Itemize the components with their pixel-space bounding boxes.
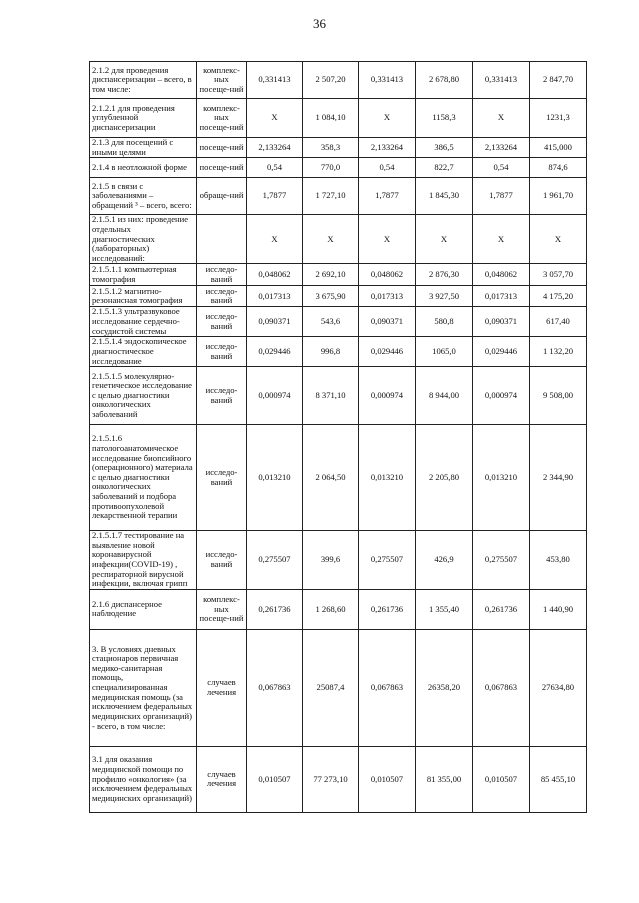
table-row [90,178,587,215]
value-cell: 0,048062 [473,264,530,286]
value-cell: 543,6 [303,307,359,337]
unit-cell: посеще-ний [197,158,247,178]
value-cell: 2 847,70 [530,62,587,99]
unit-cell: комплекс-ных посеще-ний [197,62,247,99]
value-cell: 0,275507 [359,531,416,590]
table-row [90,215,587,264]
value-cell: 386,5 [416,138,473,158]
value-cell: 0,048062 [359,264,416,286]
row-name-cell: 2.1.4 в неотложной форме [90,158,197,178]
row-name-cell: 2.1.3 для посещений с иными целями [90,138,197,158]
value-cell: 996,8 [303,337,359,367]
value-cell: 2 678,80 [416,62,473,99]
value-cell: 770,0 [303,158,359,178]
value-cell: 25087,4 [303,629,359,746]
value-cell: 874,6 [530,158,587,178]
value-cell: 3 057,70 [530,264,587,286]
unit-cell: комплекс-ных посеще-ний [197,99,247,138]
value-cell: 0,010507 [473,746,530,812]
value-cell: 0,029446 [247,337,303,367]
unit-cell: исследо-ваний [197,337,247,367]
value-cell: 0,090371 [359,307,416,337]
value-cell: 0,029446 [359,337,416,367]
value-cell: 0,000974 [247,367,303,425]
value-cell: Х [473,215,530,264]
row-name-cell: 2.1.2.1 для проведения углубленной диспансеризации [90,99,197,138]
value-cell: 26358,20 [416,629,473,746]
value-cell: 0,000974 [473,367,530,425]
value-cell: 85 455,10 [530,746,587,812]
row-name-cell: 2.1.5.1.5 молекулярно-генетическое исследование с целью диагностики онкологических заболеваний [90,367,197,425]
value-cell: 0,048062 [247,264,303,286]
value-cell: 0,54 [359,158,416,178]
unit-cell: исследо-ваний [197,367,247,425]
value-cell: 580,8 [416,307,473,337]
row-name-cell: 2.1.5.1.7 тестирование на выявление новой коронавирусной инфекции(COVID-19) , респираторной вирусной инфекции, включая грипп [90,531,197,590]
value-cell: 4 175,20 [530,286,587,307]
value-cell: 1 355,40 [416,589,473,629]
value-cell: 0,010507 [359,746,416,812]
table-row [90,138,587,158]
value-cell: 0,013210 [247,425,303,531]
value-cell: 0,261736 [473,589,530,629]
table-row [90,531,587,590]
table-row [90,264,587,286]
unit-cell: исследо-ваний [197,264,247,286]
row-name-cell: 3.1 для оказания медицинской помощи по профилю «онкология» (за исключением федеральных медицинских организаций) [90,746,197,812]
table-row [90,746,587,812]
value-cell: 0,090371 [247,307,303,337]
value-cell: 0,013210 [359,425,416,531]
value-cell: Х [416,215,473,264]
value-cell: 2 507,20 [303,62,359,99]
table-row [90,629,587,746]
value-cell: 8 944,00 [416,367,473,425]
value-cell: 617,40 [530,307,587,337]
value-cell: 358,3 [303,138,359,158]
row-name-cell: 2.1.5.1.6 патологоанатомическое исследование биопсийного (операционного) материала с целью диагностики онкологических заболеваний и подбора противоопухолевой лекарственной терапии [90,425,197,531]
value-cell: 0,54 [247,158,303,178]
value-cell: 426,9 [416,531,473,590]
value-cell: 1,7877 [473,178,530,215]
value-cell: 1 268,60 [303,589,359,629]
value-cell: 2,133264 [473,138,530,158]
value-cell: 1231,3 [530,99,587,138]
unit-cell [197,215,247,264]
value-cell: 453,80 [530,531,587,590]
value-cell: 2,133264 [359,138,416,158]
unit-cell: случаев лечения [197,629,247,746]
value-cell: 9 508,00 [530,367,587,425]
page-number: 36 [313,16,326,31]
value-cell: 822,7 [416,158,473,178]
table-row [90,62,587,99]
table-row [90,286,587,307]
value-cell: 27634,80 [530,629,587,746]
value-cell: 1 845,30 [416,178,473,215]
table-row [90,425,587,531]
value-cell: 0,067863 [359,629,416,746]
table-row [90,589,587,629]
table-row [90,307,587,337]
unit-cell: исследо-ваний [197,425,247,531]
unit-cell: посеще-ний [197,138,247,158]
value-cell: 0,017313 [247,286,303,307]
value-cell: 81 355,00 [416,746,473,812]
value-cell: 0,090371 [473,307,530,337]
unit-cell: комплекс-ных посеще-ний [197,589,247,629]
value-cell: 415,000 [530,138,587,158]
value-cell: 0,261736 [247,589,303,629]
value-cell: 3 675,90 [303,286,359,307]
row-name-cell: 2.1.6 диспансерное наблюдение [90,589,197,629]
value-cell: 0,013210 [473,425,530,531]
value-cell: 1 961,70 [530,178,587,215]
unit-cell: случаев лечения [197,746,247,812]
table-row [90,99,587,138]
value-cell: 0,275507 [247,531,303,590]
value-cell: Х [359,215,416,264]
value-cell: 1 440,90 [530,589,587,629]
value-cell: 0,067863 [247,629,303,746]
value-cell: 0,000974 [359,367,416,425]
unit-cell: исследо-ваний [197,307,247,337]
value-cell: Х [473,99,530,138]
value-cell: 0,029446 [473,337,530,367]
value-cell: 8 371,10 [303,367,359,425]
row-name-cell: 2.1.2 для проведения диспансеризации – всего, в том числе: [90,62,197,99]
value-cell: 0,331413 [359,62,416,99]
value-cell: 2,133264 [247,138,303,158]
value-cell: 399,6 [303,531,359,590]
value-cell: Х [359,99,416,138]
value-cell: Х [247,215,303,264]
row-name-cell: 2.1.5 в связи с заболеваниями – обращений ³ – всего, всего: [90,178,197,215]
value-cell: Х [303,215,359,264]
value-cell: 1,7877 [359,178,416,215]
value-cell: 0,010507 [247,746,303,812]
row-name-cell: 2.1.5.1.1 компьютерная томография [90,264,197,286]
unit-cell: исследо-ваний [197,531,247,590]
row-name-cell: 2.1.5.1.4 эндоскопическое диагностическое исследование [90,337,197,367]
value-cell: 0,017313 [359,286,416,307]
value-cell: 0,261736 [359,589,416,629]
table-row [90,367,587,425]
value-cell: 0,331413 [247,62,303,99]
table-row [90,158,587,178]
table-row [90,337,587,367]
value-cell: 1,7877 [247,178,303,215]
value-cell: 77 273,10 [303,746,359,812]
row-name-cell: 2.1.5.1.3 ультразвуковое исследование сердечно-сосудистой системы [90,307,197,337]
value-cell: 2 876,30 [416,264,473,286]
value-cell: 0,275507 [473,531,530,590]
value-cell: 1158,3 [416,99,473,138]
value-cell: 2 692,10 [303,264,359,286]
value-cell: 0,54 [473,158,530,178]
value-cell: 3 927,50 [416,286,473,307]
value-cell: 0,067863 [473,629,530,746]
value-cell: 0,331413 [473,62,530,99]
unit-cell: исследо-ваний [197,286,247,307]
value-cell: 2 344,90 [530,425,587,531]
value-cell: 2 205,80 [416,425,473,531]
row-name-cell: 2.1.5.1 из них: проведение отдельных диагностических (лабораторных) исследований: [90,215,197,264]
unit-cell: обраще-ний [197,178,247,215]
value-cell: Х [530,215,587,264]
value-cell: Х [247,99,303,138]
value-cell: 1 727,10 [303,178,359,215]
row-name-cell: 3. В условиях дневных стационаров первичная медико-санитарная помощь, специализированная медицинская помощь (за исключением федеральных медицинских организаций) - всего, в том числе: [90,629,197,746]
value-cell: 1065,0 [416,337,473,367]
value-cell: 2 064,50 [303,425,359,531]
value-cell: 0,017313 [473,286,530,307]
value-cell: 1 084,10 [303,99,359,138]
normatives-table [89,61,587,813]
row-name-cell: 2.1.5.1.2 магнитно-резонансная томография [90,286,197,307]
value-cell: 1 132,20 [530,337,587,367]
